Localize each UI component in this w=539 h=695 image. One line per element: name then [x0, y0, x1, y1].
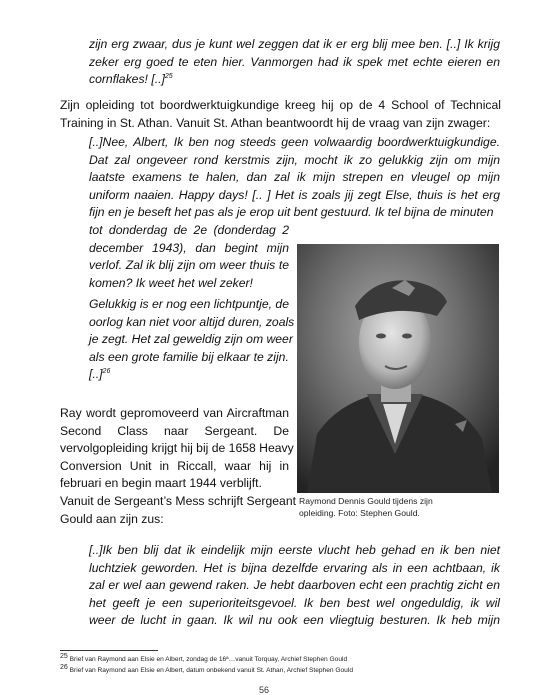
text-fragment: cornflakes! [..]: [89, 72, 165, 87]
caption-line: Raymond Dennis Gould tijdens zijn: [299, 496, 433, 506]
text-line: december 1943), dan begint mijn: [89, 240, 289, 255]
text-line: zeker erg goed te eten hier. Vanmorgen had ik spek met echte eieren en: [89, 54, 500, 69]
text-line: als een grote familie bij elkaar te zijn.: [89, 349, 289, 364]
text-line: Zijn opleiding tot boordwerktuigkundige kreeg hij op de 4 School of Technical: [60, 98, 501, 112]
text-line: oorlog kan niet voor altijd duren, zoals: [89, 314, 295, 329]
text-line: [..]Ik ben blij dat ik eindelijk mijn eerste vlucht heb gehad en ik ben niet: [89, 543, 500, 557]
text-line: Conversion Unit in Riccall, waar hij in: [60, 458, 289, 473]
body-paragraph-1: [60, 97, 501, 132]
text-line: laatste examens te halen, dan zal ik mijn strepen en vleugel op mijn: [89, 170, 500, 185]
text-fragment: [..]: [89, 367, 103, 382]
portrait-photo: [297, 244, 499, 493]
text-line: Second Class naar Sergeant. De: [60, 423, 289, 438]
footnote-number: 26: [60, 663, 68, 671]
caption-line: opleiding. Foto: Stephen Gould.: [299, 508, 420, 518]
letter-quote-2-wrapped: [89, 222, 289, 292]
text-line: [..]Nee, Albert, Ik ben nog steeds geen volwaardig boordwerktuigkundige.: [89, 135, 500, 149]
text-line: uniform naaien. Happy days! [.. ] Het is zoals jij zegt Else, thuis is het erg: [89, 187, 500, 202]
letter-quote-1: [89, 36, 500, 89]
letter-quote-4: [89, 542, 500, 630]
portrait-photo-illustration: [297, 244, 499, 493]
text-line: Vanuit de Sergeant’s Mess schrijft Sergeant: [60, 493, 296, 508]
text-line: tot donderdag de 2e (donderdag 2: [89, 223, 289, 237]
text-line: [89, 71, 500, 89]
text-line: Training in St. Athan. Vanuit St. Athan beantwoordt hij de vraag van zijn zwager:: [60, 115, 491, 130]
text-line: je zegt. Het zal geweldig zijn om weer: [89, 332, 293, 347]
text-line: Gelukkig is er nog een lichtpuntje, de: [89, 297, 289, 311]
body-paragraph-2: [60, 405, 296, 528]
footnote-reference: 26: [102, 368, 111, 376]
text-line: februari en begin maart 1944 verblijft.: [60, 476, 262, 491]
text-line: [89, 366, 289, 384]
text-line: komen? Ik weet het wel zeker!: [89, 275, 253, 290]
footnote-reference: 25: [164, 73, 173, 81]
text-line: zal er wel aan gewend raken. Je hebt daarboven echt een prachtig zicht en: [89, 578, 500, 593]
text-line: fijn en je beseft het pas als je erop uit bent gestuurd. Ik tel bijna de minuten: [89, 205, 494, 220]
text-line: Ray wordt gepromoveerd van Aircraftman: [60, 406, 289, 420]
footnote-text: Brief van Raymond aan Elsie en Albert, datum onbekend vanuit St. Athan, Archief Stephen Gould: [69, 667, 353, 674]
footnote-text: Brief van Raymond aan Elsie en Albert, zondag de 16ª…vanuit Torquay, Archief Stephen Gould: [69, 656, 348, 663]
footnote-divider: [60, 650, 158, 651]
text-line: Dat zal ongeveer rond kerstmis zijn, mocht ik zo gelukkig zijn om mijn: [89, 152, 500, 167]
text-line: zijn erg zwaar, dus je kunt wel zeggen dat ik er erg blij mee ben. [..] Ik krijg: [89, 37, 500, 51]
footnote: [60, 663, 353, 675]
footnote: [60, 652, 348, 664]
photo-caption: [299, 495, 499, 519]
page-number: 56: [259, 685, 270, 695]
text-line: Gould aan zijn zus:: [60, 511, 164, 526]
text-line: luchtziek geworden. Het is bijna dezelfde ervaring als in een achtbaan, ik: [89, 560, 500, 575]
text-line: verlof. Zal ik blij zijn om weer thuis te: [89, 258, 289, 273]
text-line: vervolgopleiding krijgt hij bij de 1658 Heavy: [60, 441, 294, 456]
text-line: weer de lucht in gaan. Ik wil nu ook een vliegtuig besturen. Ik heb mijn: [89, 613, 500, 628]
footnote-number: 25: [60, 652, 68, 660]
text-line: het geeft je een superioriteitsgevoel. Ik ben best wel ongeduldig, ik wil: [89, 595, 500, 610]
letter-quote-3: [89, 296, 295, 384]
letter-quote-2: [89, 134, 500, 222]
